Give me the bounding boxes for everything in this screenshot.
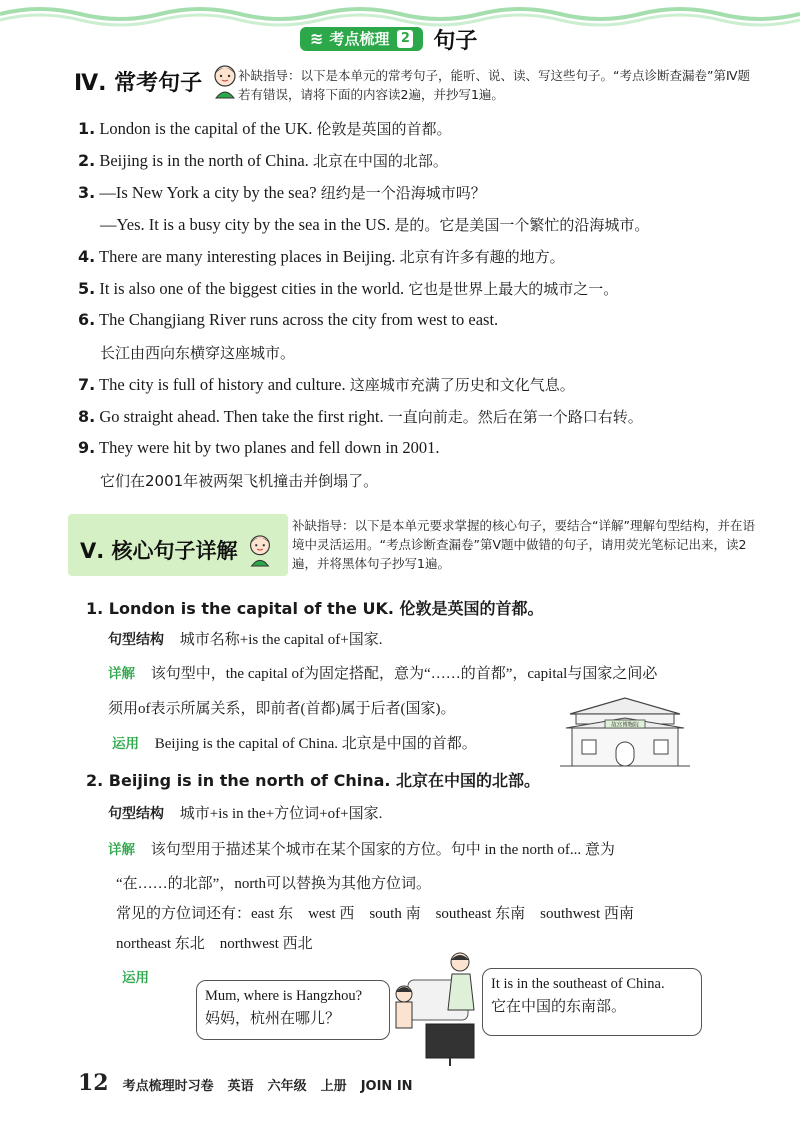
- sentence-en: London is the capital of the UK.: [99, 119, 313, 138]
- sentence-en: They were hit by two planes and fell down in 2001.: [99, 438, 440, 457]
- sentence-number: 7.: [78, 375, 96, 394]
- core1-explain1: 该句型中，the capital of为固定搭配，意为“……的首都”，capital与国家之间必: [150, 666, 658, 682]
- section5-heading: [80, 532, 276, 568]
- speech-bubble-mother: [482, 968, 702, 1036]
- bubble1-cn: 妈妈，杭州在哪儿？: [205, 1009, 341, 1027]
- sentence-row: [78, 182, 486, 203]
- banner-tag: [300, 27, 423, 51]
- sentence-number: 9.: [78, 438, 96, 457]
- sentence-en: The city is full of history and culture.: [99, 375, 346, 394]
- sentence-number: 5.: [78, 279, 96, 298]
- sentence-row: [100, 470, 378, 491]
- sentence-row: [78, 246, 565, 267]
- bubble2-en: It is in the southeast of China.: [491, 976, 665, 992]
- footer-edition: JOIN IN: [360, 1079, 413, 1094]
- sentence-en: Go straight ahead. Then take the first right.: [99, 407, 384, 426]
- core2-explain1: 该句型用于描述某个城市在某个国家的方位。句中 in the north of... 意为: [150, 842, 615, 858]
- sentence-row: [78, 118, 452, 139]
- sentence-row: [100, 342, 295, 363]
- sentence-row: [78, 310, 498, 330]
- sentence-cn: 一直向前走。然后在第一个路口右转。: [387, 408, 643, 426]
- sentence-row: [78, 374, 575, 395]
- core1-structure-row: [108, 628, 382, 649]
- explain-label: 详解: [108, 842, 135, 858]
- core1-explain-row: [108, 662, 657, 683]
- footer-subject: 英语: [227, 1079, 254, 1094]
- structure-label: 句型结构: [108, 806, 164, 822]
- sentence-en: Beijing is in the north of China.: [99, 151, 309, 170]
- banner-title: 句子: [433, 28, 478, 54]
- sentence-cn: 北京在中国的北部。: [312, 152, 448, 170]
- sentence-row: [78, 278, 618, 299]
- footer-term: 上册: [320, 1079, 347, 1094]
- palace-sign: 故宫博物院: [611, 722, 639, 729]
- sentence-number: 4.: [78, 247, 96, 266]
- sentence-en: The Changjiang River runs across the city from west to east.: [99, 310, 499, 329]
- use-label: 运用: [122, 970, 149, 986]
- bubble2-cn: 它在中国的东南部。: [491, 997, 627, 1015]
- sentence-cn: 长江由西向东横穿这座城市。: [100, 344, 296, 362]
- girl-cartoon-icon: [244, 532, 276, 568]
- core2-structure: 城市+is in the+方位词+of+国家.: [179, 806, 383, 822]
- explain-label: 详解: [108, 666, 135, 682]
- sentence-row: [78, 406, 643, 427]
- page-footer: [78, 1070, 413, 1096]
- sentence-en: —Is New York a city by the sea?: [99, 183, 317, 202]
- section4-heading: [74, 62, 242, 100]
- core1-explain2: 须用of表示所属关系，即前者(首都)属于后者(国家)。: [108, 701, 456, 717]
- sentence-number: 1.: [78, 119, 96, 138]
- banner-number: 2: [397, 30, 413, 48]
- core2-common: 常见的方位词还有：east 东 west 西 south 南 southeast 东南 southwest 西南: [116, 906, 634, 922]
- sentence-row: [100, 214, 649, 235]
- sentence-number: 2.: [78, 151, 96, 170]
- sentence-row: [78, 150, 448, 171]
- sentence-en: It is also one of the biggest cities in the world.: [99, 279, 405, 298]
- page-number: 12: [78, 1070, 109, 1096]
- sentence-cn: 伦敦是英国的首都。: [316, 120, 452, 138]
- sentence-en: —Yes. It is a busy city by the sea in the US.: [100, 215, 391, 234]
- sentence-number: 6.: [78, 310, 96, 329]
- footer-book: 考点梳理时习卷: [122, 1079, 214, 1094]
- section4-note: 补缺指导：以下是本单元的常考句子，能听、说、读、写这些句子。“考点诊断查漏卷”第Ⅳ题若有错误，请将下面的内容读2遍，并抄写1遍。: [238, 68, 750, 102]
- use-label: 运用: [112, 736, 139, 752]
- core1-use: Beijing is the capital of China. 北京是中国的首都。: [154, 736, 477, 752]
- section5-note: 补缺指导：以下是本单元要求掌握的核心句子，要结合“详解”理解句型结构，并在语境中灵活运用。“考点诊断查漏卷”第Ⅴ题中做错的句子，请用荧光笔标记出来，读2遍，并将黑体句子抄写1遍。: [292, 518, 755, 571]
- sentence-number: 3.: [78, 183, 96, 202]
- core2-structure-row: [108, 802, 382, 823]
- wave-icon: ≋: [310, 29, 324, 48]
- banner-tag-label: 考点梳理: [329, 30, 390, 48]
- core1-use-row: [112, 732, 477, 753]
- sentence-cn: 这座城市充满了历史和文化气息。: [349, 376, 575, 394]
- structure-label: 句型结构: [108, 632, 164, 648]
- mother-child-illustration: [380, 950, 490, 1068]
- sentence-cn: 北京有许多有趣的地方。: [399, 248, 565, 266]
- footer-grade: 六年级: [267, 1079, 307, 1094]
- core2-use-label-row: [122, 966, 161, 987]
- sentence-en: There are many interesting places in Beijing.: [99, 247, 396, 266]
- sentence-row: [78, 438, 440, 458]
- sentence-cn: 它们在2001年被两架飞机撞击并倒塌了。: [100, 472, 379, 490]
- palace-museum-illustration: [560, 692, 690, 772]
- section-banner: [300, 26, 477, 52]
- core1-structure: 城市名称+is the capital of+国家.: [179, 632, 383, 648]
- sentence-cn: 纽约是一个沿海城市吗？: [320, 184, 486, 202]
- core2-common2: northeast 东北 northwest 西北: [116, 936, 313, 952]
- core2-title: 2. Beijing is in the north of China. 北京在中国的北部。: [86, 771, 541, 790]
- speech-bubble-child: [196, 980, 390, 1040]
- sentence-cn: 是的。它是美国一个繁忙的沿海城市。: [394, 216, 650, 234]
- core2-explain2: “在……的北部”，north可以替换为其他方位词。: [116, 876, 431, 892]
- core1-title: 1. London is the capital of the UK. 伦敦是英国的首都。: [86, 599, 544, 618]
- section5-title: Ⅴ. 核心句子详解: [80, 539, 238, 563]
- section4-title: Ⅳ. 常考句子: [74, 70, 203, 96]
- sentence-number: 8.: [78, 407, 96, 426]
- core2-explain-row: [108, 838, 615, 859]
- sentence-cn: 它也是世界上最大的城市之一。: [408, 280, 619, 298]
- bubble1-en: Mum, where is Hangzhou?: [205, 988, 363, 1004]
